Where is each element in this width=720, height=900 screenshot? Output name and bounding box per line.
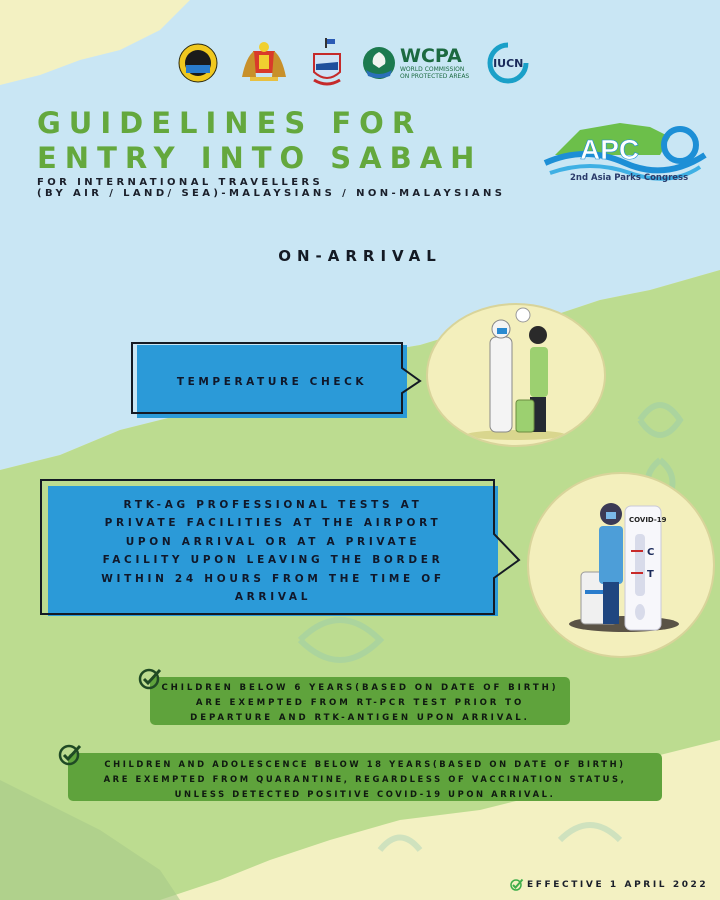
note-line: CHILDREN AND ADOLESCENCE BELOW 18 YEARS(BASED ON DATE OF BIRTH) (104, 759, 626, 769)
check-circle-icon (510, 878, 524, 891)
wcpa-logo (362, 46, 469, 80)
step-2-line: RTK-AG PROFESSIONAL TESTS AT (123, 498, 423, 511)
step-2-line: UPON ARRIVAL OR AT A PRIVATE (125, 535, 421, 548)
section-title: ON-ARRIVAL (278, 247, 442, 265)
svg-text:COVID-19: COVID-19 (629, 516, 667, 524)
page-subtitle (37, 177, 505, 199)
step-2-line: PRIVATE FACILITIES AT THE AIRPORT (104, 517, 442, 529)
title-line-2: ENTRY INTO SABAH (37, 141, 483, 175)
title-line-1: GUIDELINES FOR (37, 106, 423, 140)
svg-text:APC: APC (580, 134, 640, 165)
note-line: CHILDREN BELOW 6 YEARS(BASED ON DATE OF BIRTH) (161, 683, 559, 693)
svg-text:C: C (647, 547, 655, 558)
note-line: ARE EXEMPTED FROM QUARANTINE, REGARDLESS OF VACCINATION STATUS, (103, 774, 627, 784)
step-2-line: FACILITY UPON LEAVING THE BORDER (102, 554, 444, 566)
subtitle-line-1: FOR INTERNATIONAL TRAVELLERS (37, 177, 324, 188)
check-circle-icon (138, 667, 164, 691)
temperature-check-illustration (426, 303, 606, 447)
step-2-arrow-border (39, 478, 524, 618)
apc-label: 2nd Asia Parks Congress (570, 173, 689, 183)
step-1-arrow-border (130, 341, 425, 416)
malaysia-coat-of-arms-icon (236, 41, 292, 85)
svg-text:T: T (647, 569, 654, 580)
note-children-below-18 (68, 753, 662, 801)
note-line: DEPARTURE AND RTK-ANTIGEN UPON ARRIVAL. (190, 713, 530, 723)
partner-logos (178, 38, 529, 88)
covid-test-illustration (527, 472, 715, 658)
wcpa-text: WCPA (400, 44, 462, 67)
page-title (37, 106, 482, 176)
iucn-text: IUCN (493, 56, 524, 70)
effective-date (510, 878, 708, 891)
board-of-trustees-logo-icon (178, 43, 218, 83)
step-label: TEMPERATURE CHECK (176, 375, 368, 388)
subtitle-line-2: (BY AIR / LAND/ SEA)-MALAYSIANS / NON-MALAYSIANS (37, 188, 506, 199)
effective-text: EFFECTIVE 1 APRIL 2022 (527, 879, 709, 890)
note-line: UNLESS DETECTED POSITIVE COVID-19 UPON ARRIVAL. (174, 789, 556, 799)
step-2-line: ARRIVAL (234, 591, 312, 603)
iucn-logo (487, 42, 529, 84)
note-line: ARE EXEMPTED FROM RT-PCR TEST PRIOR TO (195, 698, 525, 708)
step-2-line: WITHIN 24 HOURS FROM THE TIME OF (101, 572, 445, 585)
note-children-below-6 (150, 677, 570, 725)
wcpa-subtext-2: ON PROTECTED AREAS (400, 72, 470, 80)
wcpa-subtext-1: WORLD COMMISSION (400, 65, 465, 73)
sabah-crest-icon (310, 38, 344, 88)
check-circle-icon (58, 743, 84, 767)
